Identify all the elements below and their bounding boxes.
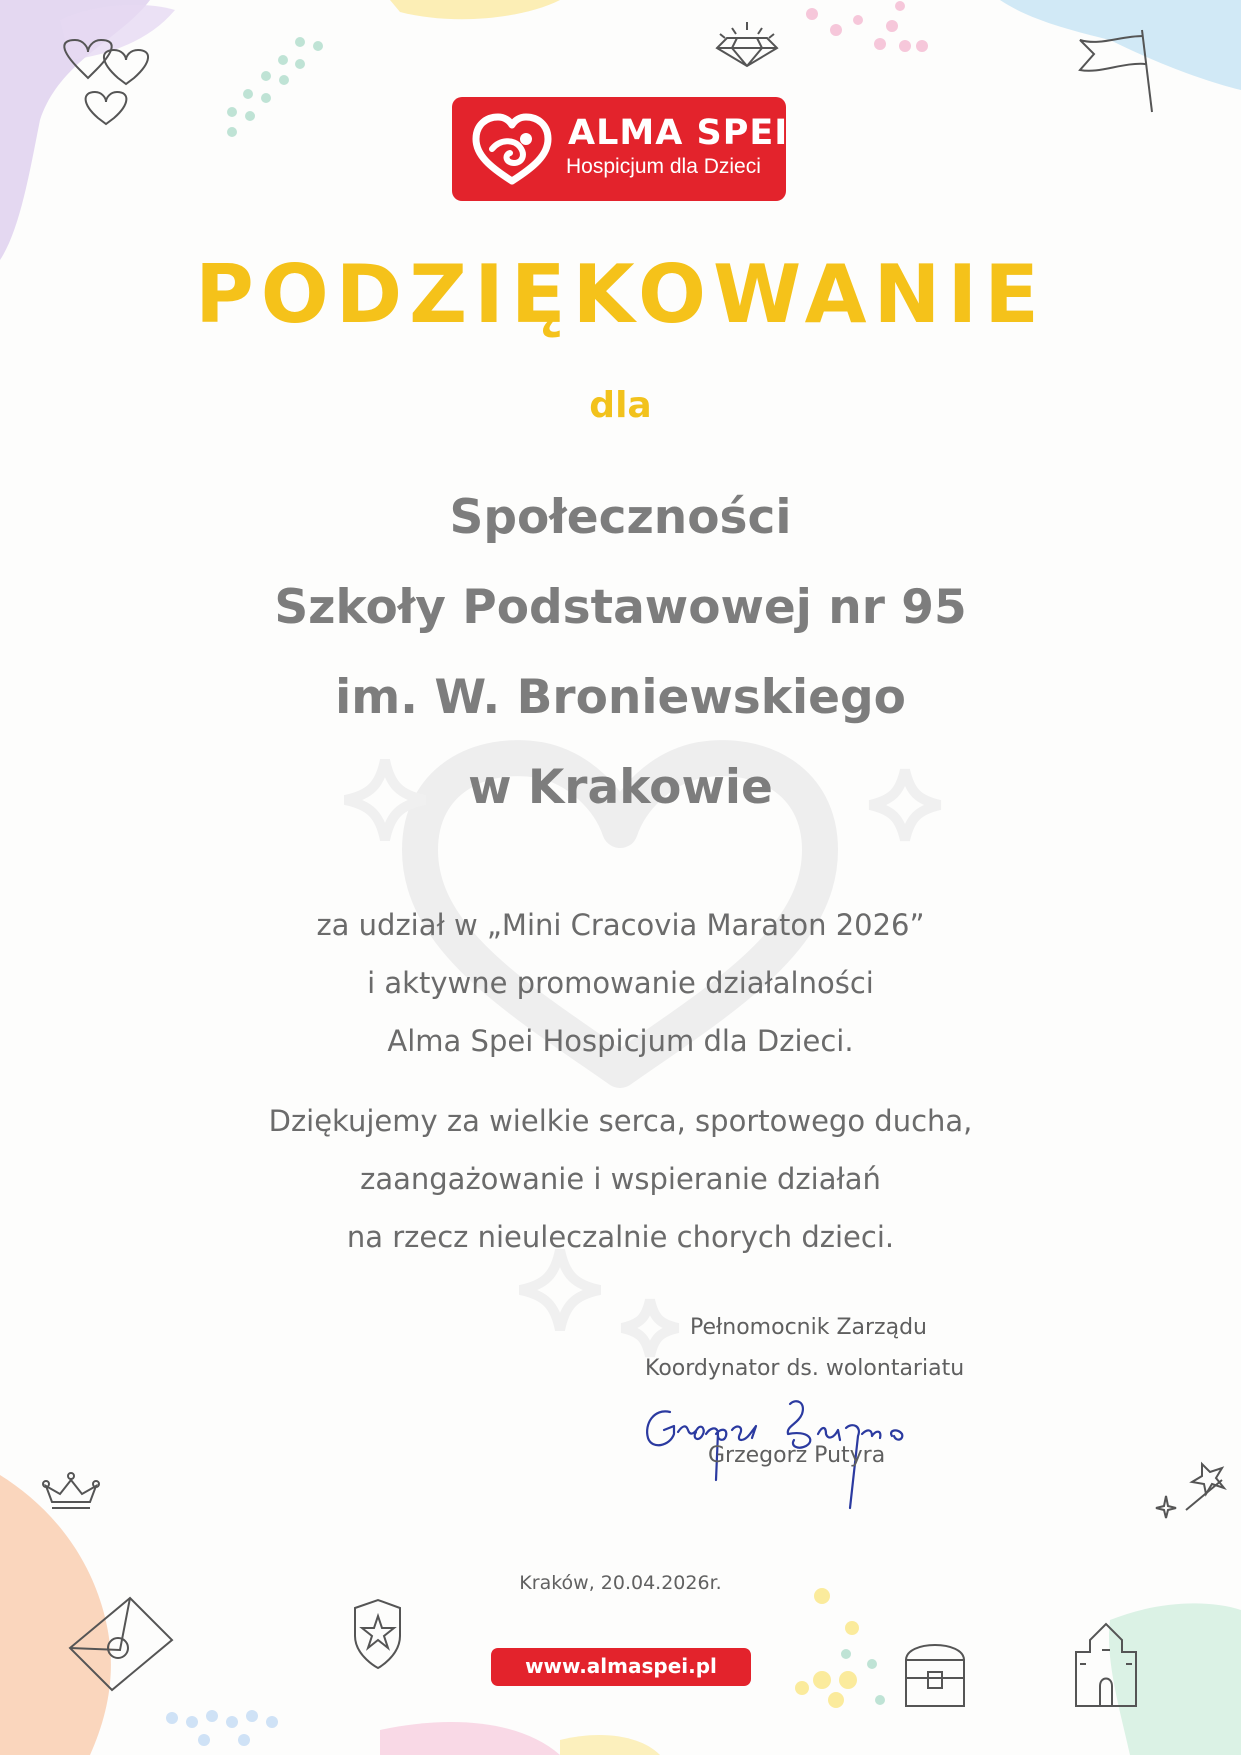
website-badge[interactable] <box>491 1648 751 1686</box>
alma-spei-logo <box>452 97 789 201</box>
body-line: Alma Spei Hospicjum dla Dzieci. <box>387 1024 854 1058</box>
page-title: PODZIĘKOWANIE <box>195 248 1046 341</box>
body-line: za udział w „Mini Cracovia Maraton 2026” <box>316 908 925 942</box>
signatory-role: Pełnomocnik Zarządu <box>690 1315 927 1340</box>
signatory-name: Grzegorz Putyra <box>708 1443 886 1468</box>
body-line: na rzecz nieuleczalnie chorych dzieci. <box>346 1220 895 1254</box>
recipient-line: Społeczności <box>449 490 792 545</box>
organization-name: ALMA SPEI <box>568 113 789 153</box>
heart-logo-icon <box>470 109 554 189</box>
body-line: i aktywne promowanie działalności <box>367 966 874 1000</box>
body-line: zaangażowanie i wspieranie działań <box>360 1162 881 1196</box>
recipient-line: im. W. Broniewskiego <box>335 670 906 725</box>
website-link[interactable]: www.almaspei.pl <box>525 1654 717 1678</box>
organization-subtitle: Hospicjum dla Dzieci <box>566 155 761 178</box>
signatory-role: Koordynator ds. wolontariatu <box>645 1356 965 1381</box>
recipient-line: w Krakowie <box>468 760 773 815</box>
title-for: dla <box>589 385 652 426</box>
body-line: Dziękujemy za wielkie serca, sportowego ducha, <box>268 1104 973 1138</box>
place-and-date: Kraków, 20.04.2026r. <box>519 1572 722 1594</box>
recipient-line: Szkoły Podstawowej nr 95 <box>274 580 967 635</box>
